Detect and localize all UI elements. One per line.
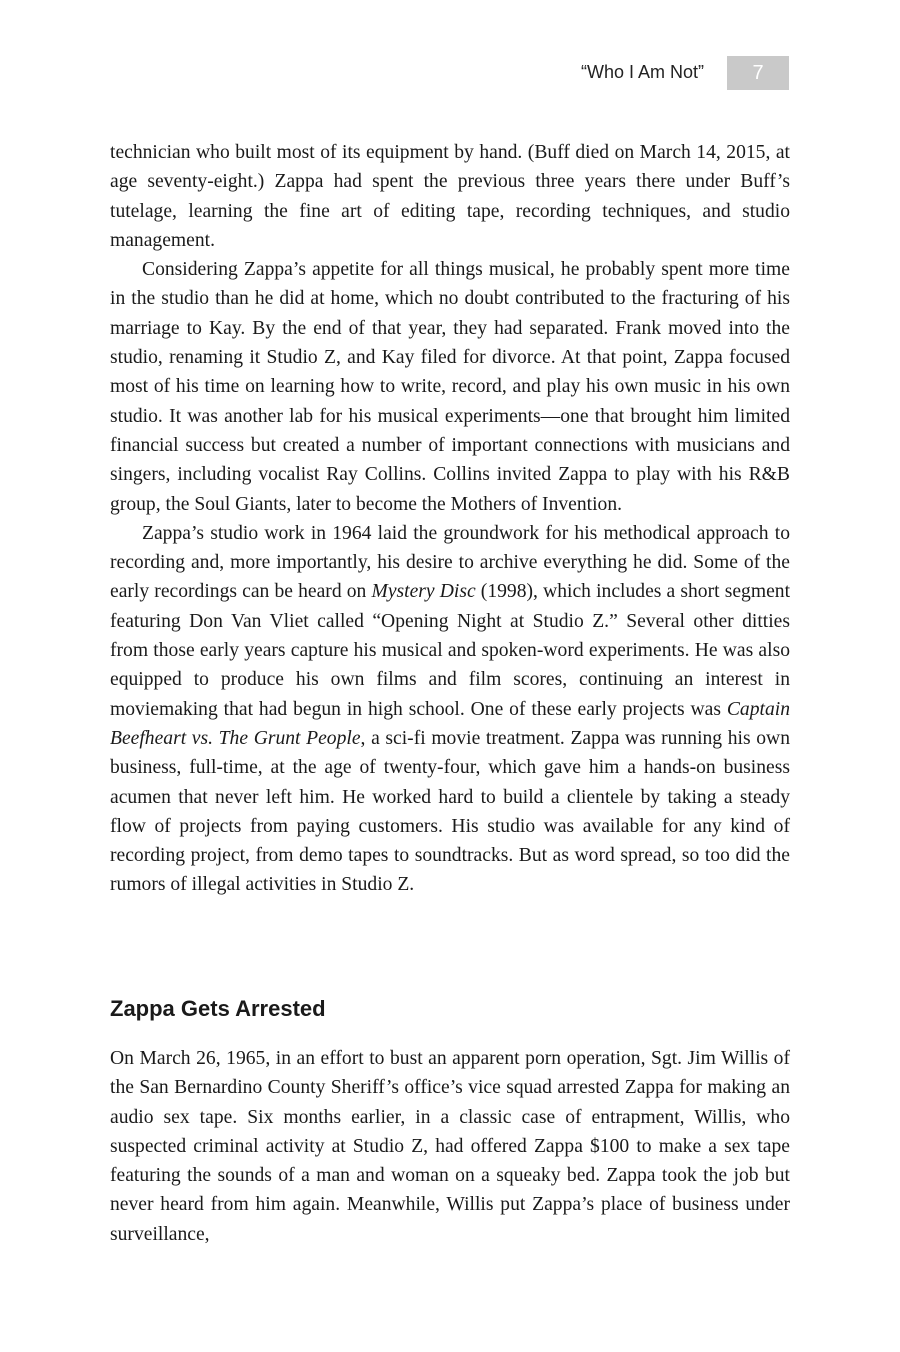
paragraph-continuation: technician who built most of its equipment by hand. (Buff died on March 14, 2015, at age seventy-eight.) Zappa had spent the previous three years there under Buff’s tutelage, learning the fine art of editing tape, recording techniques, and studio management. — [110, 142, 790, 251]
paragraph-studio-z: Considering Zappa’s appetite for all things musical, he probably spent more time in the studio than he did at home, which no doubt contributed to the fracturing of his marriage to Kay. By the end of that year, they had separated. Frank moved into the studio, renaming it Studio Z, and Kay filed for divorce. At that point, Zappa focused most of his time on learning how to write, record, and play his own music in his own studio. It was another lab for his musical experiments—one that brought him limited financial success but created a number of important connections with musicians and singers, including vocalist Ray Collins. Collins invited Zappa to play with his R&B group, the Soul Giants, later to become the Mothers of Invention. — [110, 259, 790, 515]
body-text-top — [110, 138, 790, 900]
body-text-bottom — [110, 1044, 790, 1249]
section-heading: Zappa Gets Arrested — [110, 996, 326, 1021]
running-head-title: “Who I Am Not” — [580, 62, 704, 82]
paragraph-arrest: On March 26, 1965, in an effort to bust an apparent porn operation, Sgt. Jim Willis of the San Bernardino County Sheriff’s office’s vice squad arrested Zappa for making an audio sex tape. Six months earlier, in a classic case of entrapment, Willis, who suspected criminal activity at Studio Z, had offered Zappa $100 to make a sex tape featuring the sounds of a man and woman on a squeaky bed. Zappa took the job but never heard from him again. Meanwhile, Willis put Zappa’s place of business under surveillance, — [110, 1048, 790, 1245]
film-title-captain-beefheart: Captain Beefheart vs. The Grunt People — [110, 698, 790, 749]
album-title-mystery-disc: Mystery Disc — [371, 581, 476, 603]
paragraph-studio-work-1964 — [110, 519, 790, 900]
text-run: , a sci-fi movie treatment. Zappa was running his own business, full-time, at the age of twenty-four, which gave him a hands-on business acumen that never left him. He worked hard to build a clientele by taking a steady flow of projects from paying customers. His studio was available for any kind of recording project, from demo tapes to soundtracks. But as word spread, so too did the rumors of illegal activities in Studio Z. — [110, 727, 790, 896]
text-run: (1998), which includes a short segment featuring Don Van Vliet called “Opening Night at Studio Z.” Several other ditties from those early years capture his musical and spoken-word experiments. He was also equipped to produce his own films and film scores, continuing an interest in moviemaking that had begun in high school. One of these early projects was — [110, 581, 791, 720]
page-number: 7 — [727, 56, 789, 90]
text-run: Zappa’s studio work in 1964 laid the groundwork for his methodical approach to recording and, more importantly, his desire to archive everything he did. Some of the early recordings can be heard on — [110, 522, 790, 603]
running-head — [0, 56, 900, 90]
